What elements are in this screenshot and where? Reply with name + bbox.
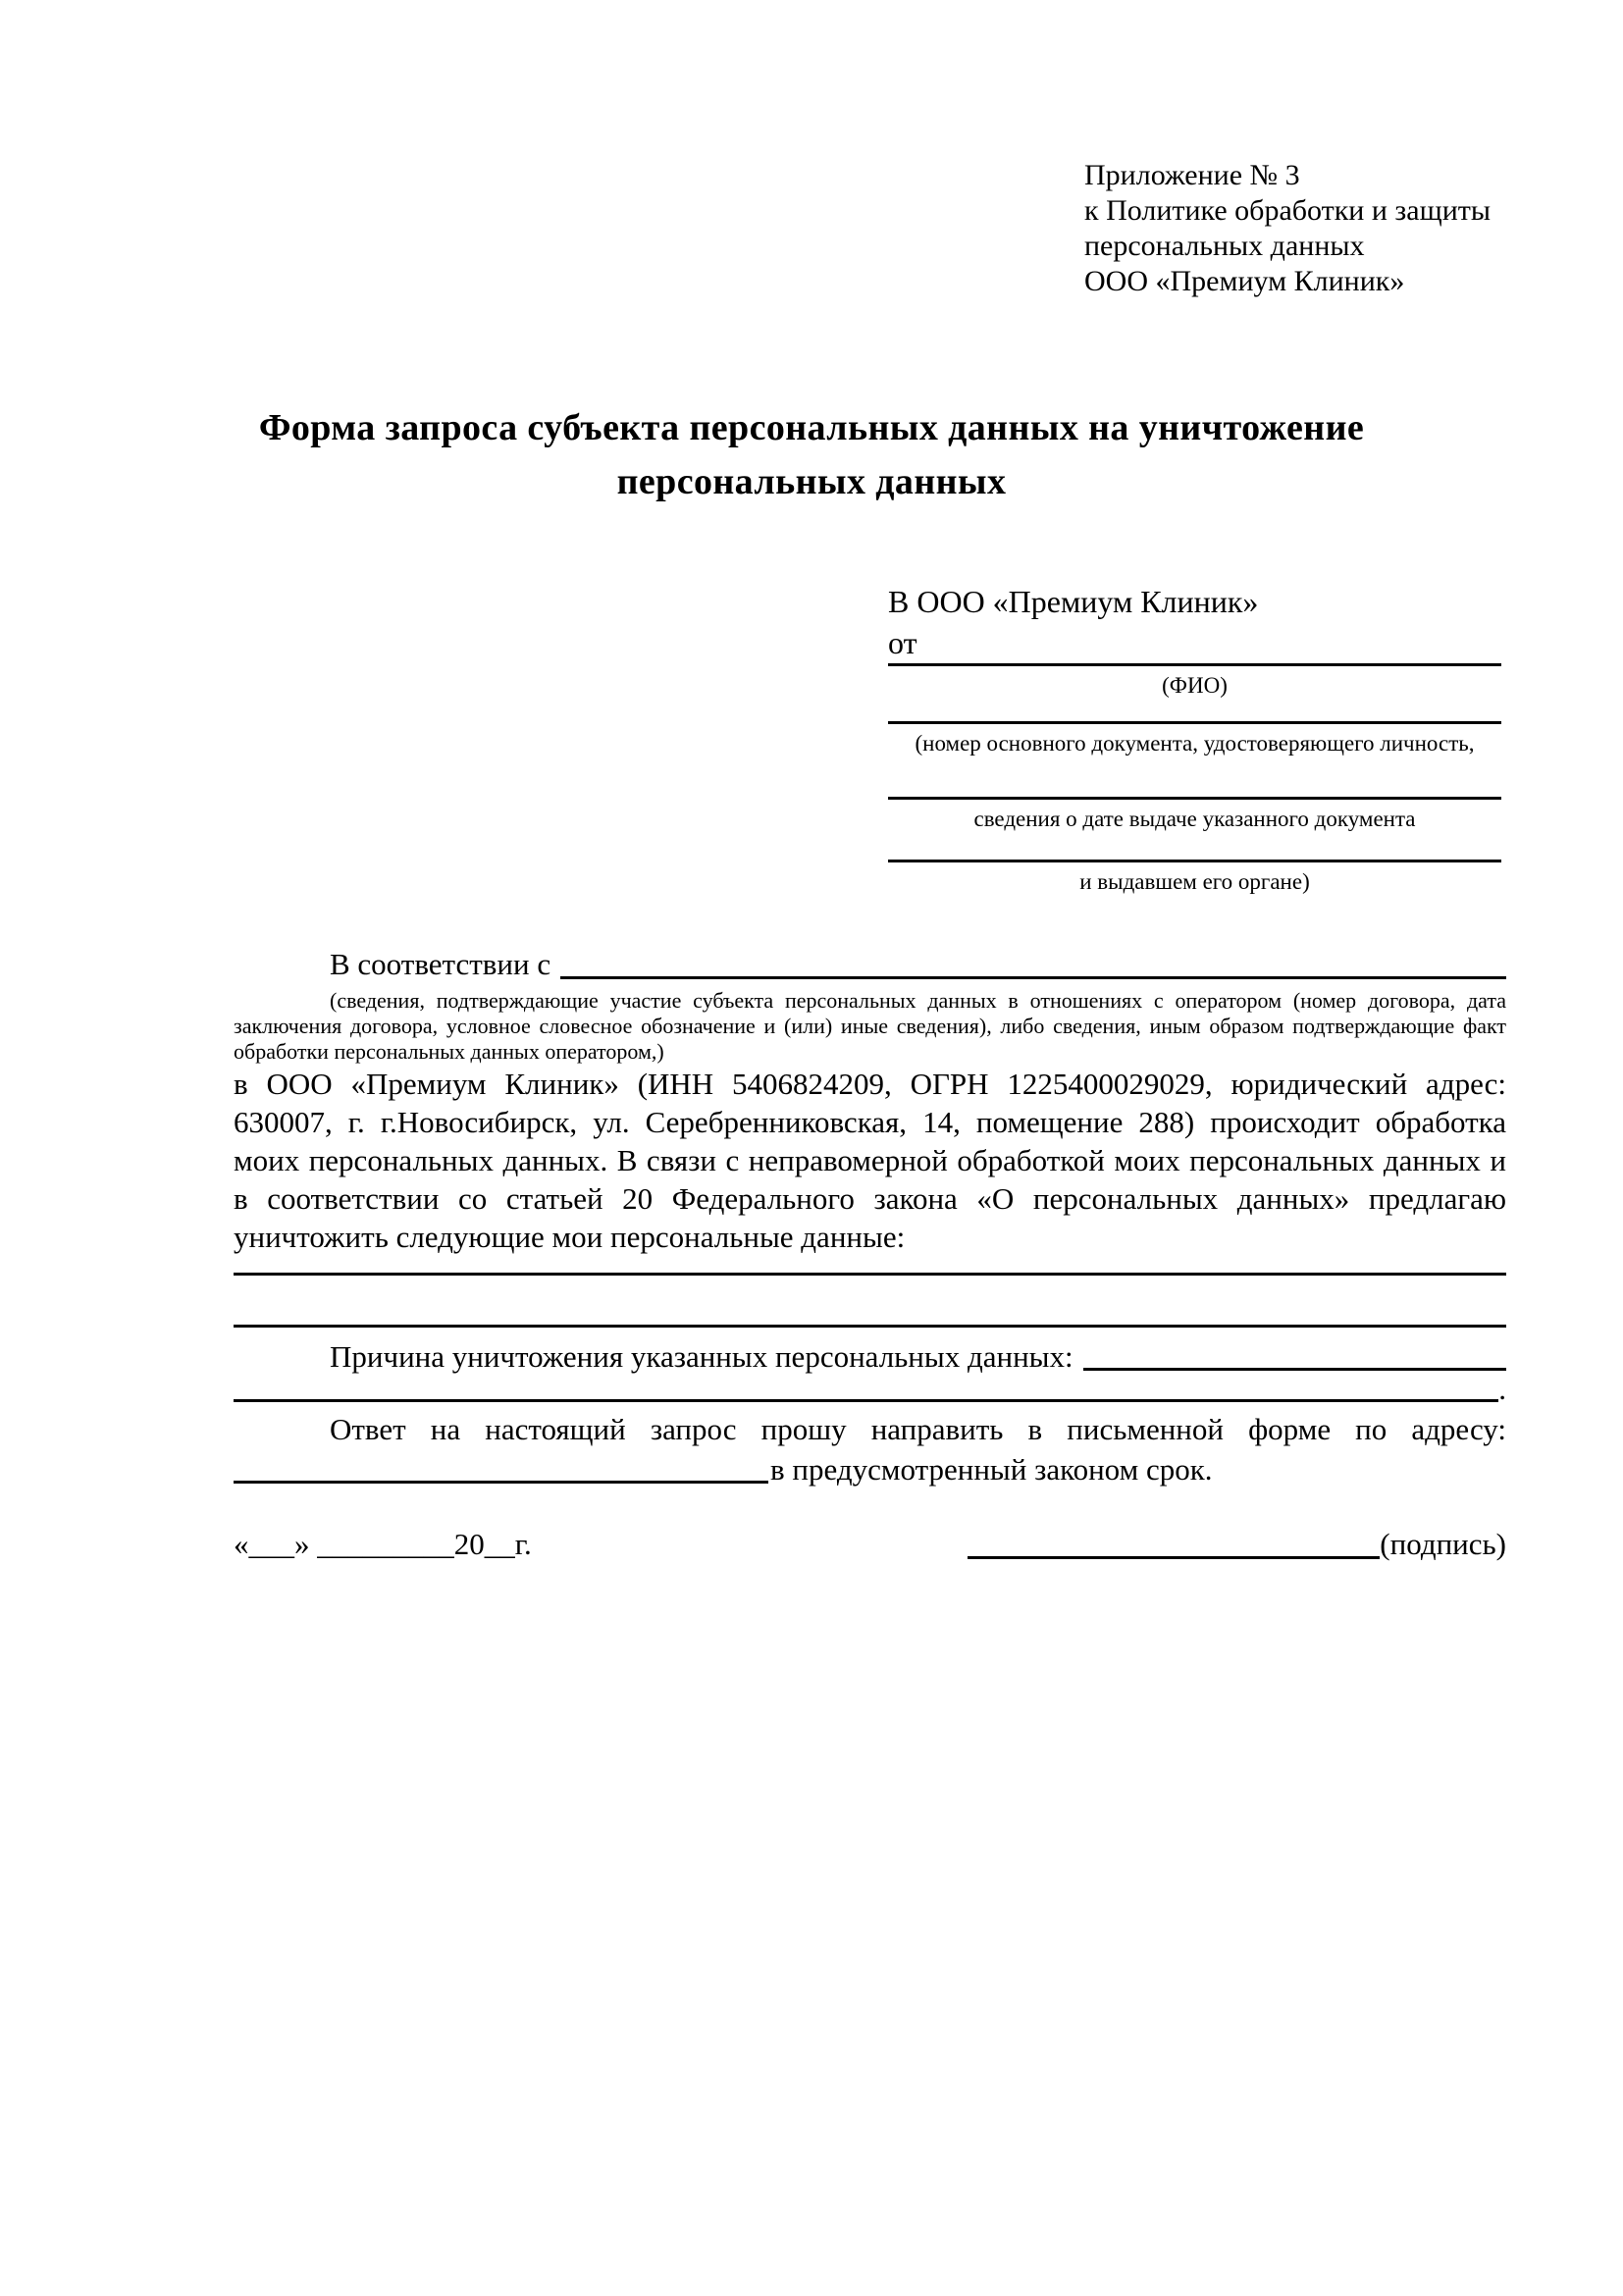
doc-number-caption: (номер основного документа, удостоверяющего личность, [915,731,1475,756]
doc-issue-date-caption: сведения о дате выдаче указанного документа [973,807,1416,831]
data-blank-line-1 [234,1273,1506,1276]
document-title-line-1: Форма запроса субъекта персональных данных на уничтожение [258,407,1365,448]
accordance-note: (сведения, подтверждающие участие субъекта персональных данных в отношениях с оператором (номер договора, дата заключения договора, условное словесное обозначение и (или) иные сведения), либо сведения, иным образом подтверждающие факт обработки персональных данных оператором,) [234,988,1506,1064]
doc-number-blank-line [888,721,1501,724]
annex-line-1: Приложение № 3 [1084,159,1300,191]
fio-blank-line [888,663,1501,666]
reason-label: Причина уничтожения указанных персональных данных: [330,1339,1073,1374]
doc-number-field [888,721,1501,757]
accordance-row [234,945,1506,984]
doc-issuer-blank-line [888,860,1501,862]
annex-line-3: персональных данных [1084,230,1365,262]
signature-blank-line [968,1556,1380,1559]
accordance-blank-line [560,976,1506,979]
document-title [0,401,1623,509]
annex-line-4: ООО «Премиум Клиник» [1084,265,1405,297]
addressee-from: от [888,625,917,660]
annex-line-2: к Политике обработки и защиты [1084,194,1492,227]
doc-issuer-field [888,860,1501,896]
reason-continuation-row [234,1372,1506,1406]
response-address-row [234,1450,1506,1489]
reason-blank-line [1083,1368,1506,1371]
reason-continuation-blank-line [234,1399,1498,1402]
signature-area [968,1525,1506,1564]
operator-paragraph: в ООО «Премиум Клиник» (ИНН 5406824209, ОГРН 1225400029029, юридический адрес: 630007, г. г.Новосибирск, ул. Серебренниковская, 14, помещение 288) происходит обработка моих персональных данных. В связи с неправомерной обработкой моих персональных данных и в соответствии со статьей 20 Федерального закона «О персональных данных» предлагаю уничтожить следующие мои персональные данные: [234,1067,1506,1254]
doc-issue-date-blank-line [888,797,1501,800]
reason-line-period: . [1498,1372,1506,1406]
annex-header [1084,158,1491,299]
addressee-to: В ООО «Премиум Клиник» [888,584,1259,619]
data-blank-line-2 [234,1325,1506,1328]
fio-field [888,663,1501,700]
doc-issue-date-field [888,797,1501,833]
date-blank: «___» _________20__г. [234,1527,532,1561]
address-blank-line [234,1481,768,1484]
signature-row [234,1525,1506,1564]
signature-caption: (подпись) [1380,1527,1506,1561]
doc-issuer-caption: и выдавшем его органе) [1079,869,1310,894]
reason-row [234,1337,1506,1377]
accordance-label: В соответствии с [330,947,551,981]
document-title-line-2: персональных данных [616,461,1007,502]
fio-caption: (ФИО) [1162,673,1228,698]
body-text [234,945,1506,1564]
addressee-block [888,581,1501,896]
response-request: Ответ на настоящий запрос прошу направить в письменной форме по адресу: [330,1412,1506,1446]
response-request-tail: в предусмотренный законом срок. [770,1452,1213,1487]
